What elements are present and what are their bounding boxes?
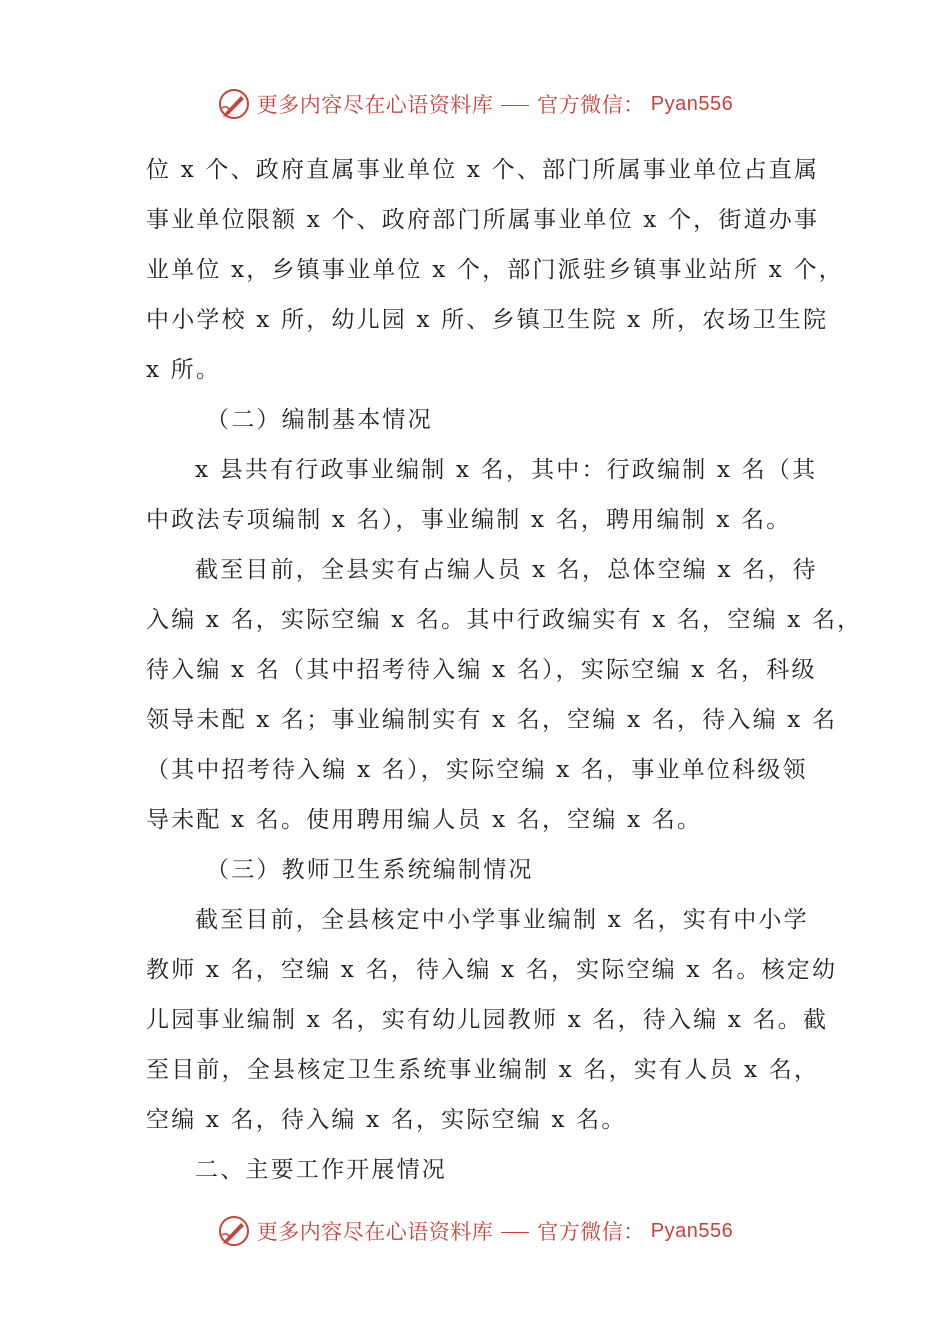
banner-dash-divider [501,1232,529,1233]
body-line: 业单位 x，乡镇事业单位 x 个，部门派驻乡镇事业站所 x 个， [146,257,844,283]
body-line: 事业单位限额 x 个、政府部门所属事业单位 x 个，街道办事 [146,207,820,233]
body-line: 至目前，全县核定卫生系统事业编制 x 名，实有人员 x 名， [146,1057,820,1083]
paragraph-start: x 县共有行政事业编制 x 名，其中：行政编制 x 名（其 [195,457,818,483]
section-heading: 二、主要工作开展情况 [195,1157,447,1183]
footer-watermark-banner [0,1211,950,1251]
document-body [146,145,863,1195]
banner-dash-divider [501,105,529,106]
pen-logo-icon [217,87,251,121]
body-line: 待入编 x 名（其中招考待入编 x 名），实际空编 x 名，科级 [146,657,817,683]
banner-suffix: 官方微信： [537,1220,645,1244]
body-line: 中政法专项编制 x 名），事业编制 x 名，聘用编制 x 名。 [146,507,792,533]
banner-text: 更多内容尽在心语资料库 [256,1220,494,1244]
body-line: 儿园事业编制 x 名，实有幼儿园教师 x 名，待入编 x 名。截 [146,1007,829,1033]
body-line: x 所。 [146,357,222,383]
header-watermark-banner [0,84,950,124]
body-line: 空编 x 名，待入编 x 名，实际空编 x 名。 [146,1107,627,1133]
body-line: 领导未配 x 名；事业编制实有 x 名，空编 x 名，待入编 x 名 [146,707,838,733]
pen-logo-icon [217,1214,251,1248]
body-line: 教师 x 名，空编 x 名，待入编 x 名，实际空编 x 名。核定幼 [146,957,838,983]
banner-account: Pyan556 [650,1219,734,1242]
body-line: 中小学校 x 所，幼儿园 x 所、乡镇卫生院 x 所，农场卫生院 [146,307,829,333]
section-heading: （三）教师卫生系统编制情况 [206,857,534,883]
banner-account: Pyan556 [650,92,734,115]
banner-text: 更多内容尽在心语资料库 [256,93,494,117]
paragraph-start: 截至目前，全县核定中小学事业编制 x 名，实有中小学 [195,907,809,933]
body-line: 位 x 个、政府直属事业单位 x 个、部门所属事业单位占直属 [146,157,820,183]
body-line: 入编 x 名，实际空编 x 名。其中行政编实有 x 名，空编 x 名， [146,607,863,633]
banner-suffix: 官方微信： [537,93,645,117]
section-heading: （二）编制基本情况 [206,407,433,433]
body-line: （其中招考待入编 x 名），实际空编 x 名，事业单位科级领 [146,757,808,783]
paragraph-start: 截至目前，全县实有占编人员 x 名，总体空编 x 名，待 [195,557,818,583]
body-line: 导未配 x 名。使用聘用编人员 x 名，空编 x 名。 [146,807,703,833]
